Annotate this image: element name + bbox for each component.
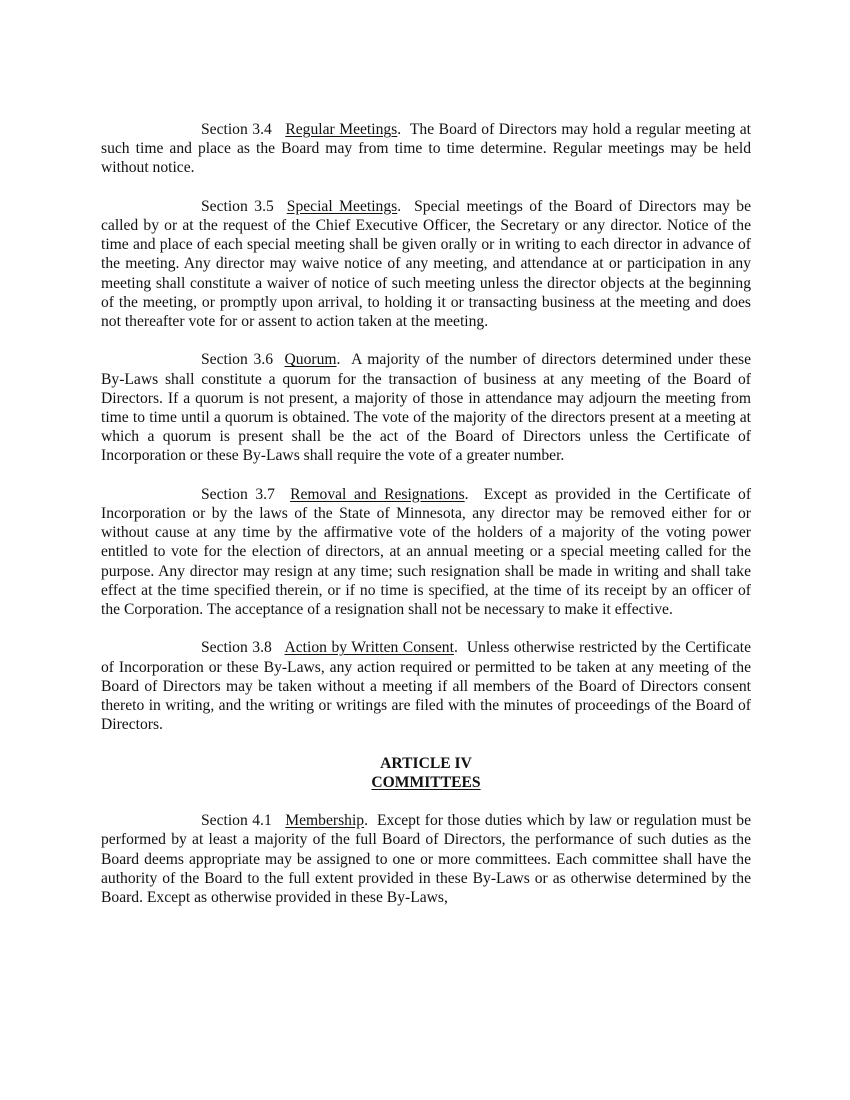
section-body: The Board of Directors may hold a regular meeting at such time and place as the Board may from time to time determine. Regular meetings may be held without notice. (101, 121, 752, 177)
section-4-1: Section 4.1 Membership. Except for those duties which by law or regulation must be performed by at least a majority of the full Board of Directors, the performance of such duties as the Board deems appropriate may be assigned to one or more committees. Each committee shall have the authority of the Board to the full extent provided in these By-Laws or as otherwise determined by the Board. Except as otherwise provided in these By-Laws, (101, 812, 751, 907)
section-heading: Removal and Resignations (290, 485, 465, 503)
section-number: Section 4.1 (201, 812, 272, 830)
article-number: ARTICLE IV (380, 754, 472, 772)
section-body: Except as provided in the Certificate of Incorporation or by the laws of the State of Minnesota, any director may be removed either for or without cause at any time by the affirmative vote of the holders of a majority of the voting power entitled to vote for the election of directors, at an annual meeting or a special meeting called for the purpose. Any director may resign at any time; such resignation shall be made in writing and shall take effect at the time specified therein, or if no time is specified, at the time of its receipt by an officer of the Corporation. The acceptance of a resignation shall not be necessary to make it effective. (101, 485, 752, 619)
section-number: Section 3.5 (201, 197, 274, 215)
article-heading (101, 754, 751, 792)
section-3-7: Section 3.7 Removal and Resignations. Except as provided in the Certificate of Incorporation or by the laws of the State of Minnesota, any director may be removed either for or without cause at any time by the affirmative vote of the holders of a majority of the voting power entitled to vote for the election of directors, at an annual meeting or a special meeting called for the purpose. Any director may resign at any time; such resignation shall be made in writing and shall take effect at the time specified therein, or if no time is specified, at the time of its receipt by an officer of the Corporation. The acceptance of a resignation shall not be necessary to make it effective. (101, 485, 752, 619)
section-heading: Regular Meetings (285, 121, 398, 138)
section-heading: Quorum (284, 351, 337, 369)
section-3-6: Section 3.6 Quorum. A majority of the number of directors determined under these By-Laws shall constitute a quorum for the transaction of business at any meeting of the Board of Directors. If a quorum is not present, a majority of those in attendance may adjourn the meeting from time to time until a quorum is obtained. The vote of the majority of the directors present at a meeting at which a quorum is present shall be the act of the Board of Directors unless the Certificate of Incorporation or these By-Laws shall require the vote of a greater number. (101, 351, 751, 465)
section-heading: Membership (285, 812, 365, 830)
section-heading: Special Meetings (286, 197, 398, 215)
section-body: A majority of the number of directors determined under these By-Laws shall constitute a quorum for the transaction of business at any meeting of the Board of Directors. If a quorum is not present, a majority of those in attendance may adjourn the meeting from time to time until a quorum is obtained. The vote of the majority of the directors present at a meeting at which a quorum is present shall be the act of the Board of Directors unless the Certificate of Incorporation or these By-Laws shall require the vote of a greater number. (101, 351, 751, 465)
section-number: Section 3.6 (201, 351, 274, 369)
section-3-4: Section 3.4 Regular Meetings. The Board of Directors may hold a regular meeting at such time and place as the Board may from time to time determine. Regular meetings may be held without notice. (101, 121, 752, 177)
section-body: Except for those duties which by law or regulation must be performed by at least a majority of the full Board of Directors, the performance of such duties as the Board deems appropriate may be assigned to one or more committees. Each committee shall have the authority of the Board to the full extent provided in these By-Laws or as otherwise determined by the Board. Except as otherwise provided in these By-Laws, (101, 812, 751, 907)
section-number: Section 3.4 (201, 121, 272, 138)
article-title: COMMITTEES (371, 773, 481, 791)
section-heading: Action by Written Consent (284, 639, 454, 657)
section-3-8: Section 3.8 Action by Written Consent. Unless otherwise restricted by the Certificate of Incorporation or these By-Laws, any action required or permitted to be taken at any meeting of the Board of Directors may be taken without a meeting if all members of the Board of Directors consent thereto in writing, and the writing or writings are filed with the minutes of proceedings of the Board of Directors. (101, 639, 751, 734)
document-page (101, 120, 751, 907)
section-3-5: Section 3.5 Special Meetings. Special meetings of the Board of Directors may be called by or at the request of the Chief Executive Officer, the Secretary or any director. Notice of the time and place of each special meeting shall be given orally or in writing to each director in advance of the meeting. Any director may waive notice of any meeting, and attendance at or participation in any meeting shall constitute a waiver of notice of such meeting unless the director objects at the beginning of the meeting, or promptly upon arrival, to holding it or transacting business at the meeting and does not thereafter vote for or assent to action taken at the meeting. (101, 197, 752, 331)
section-number: Section 3.8 (201, 639, 272, 657)
section-body: Special meetings of the Board of Directors may be called by or at the request of the Chief Executive Officer, the Secretary or any director. Notice of the time and place of each special meeting shall be given orally or in writing to each director in advance of the meeting. Any director may waive notice of any meeting, and attendance at or participation in any meeting shall constitute a waiver of notice of such meeting unless the director objects at the beginning of the meeting, or promptly upon arrival, to holding it or transacting business at the meeting and does not thereafter vote for or assent to action taken at the meeting. (101, 197, 752, 331)
section-body: Unless otherwise restricted by the Certificate of Incorporation or these By-Laws, any action required or permitted to be taken at any meeting of the Board of Directors may be taken without a meeting if all members of the Board of Directors consent thereto in writing, and the writing or writings are filed with the minutes of proceedings of the Board of Directors. (101, 639, 751, 734)
section-number: Section 3.7 (201, 485, 275, 503)
